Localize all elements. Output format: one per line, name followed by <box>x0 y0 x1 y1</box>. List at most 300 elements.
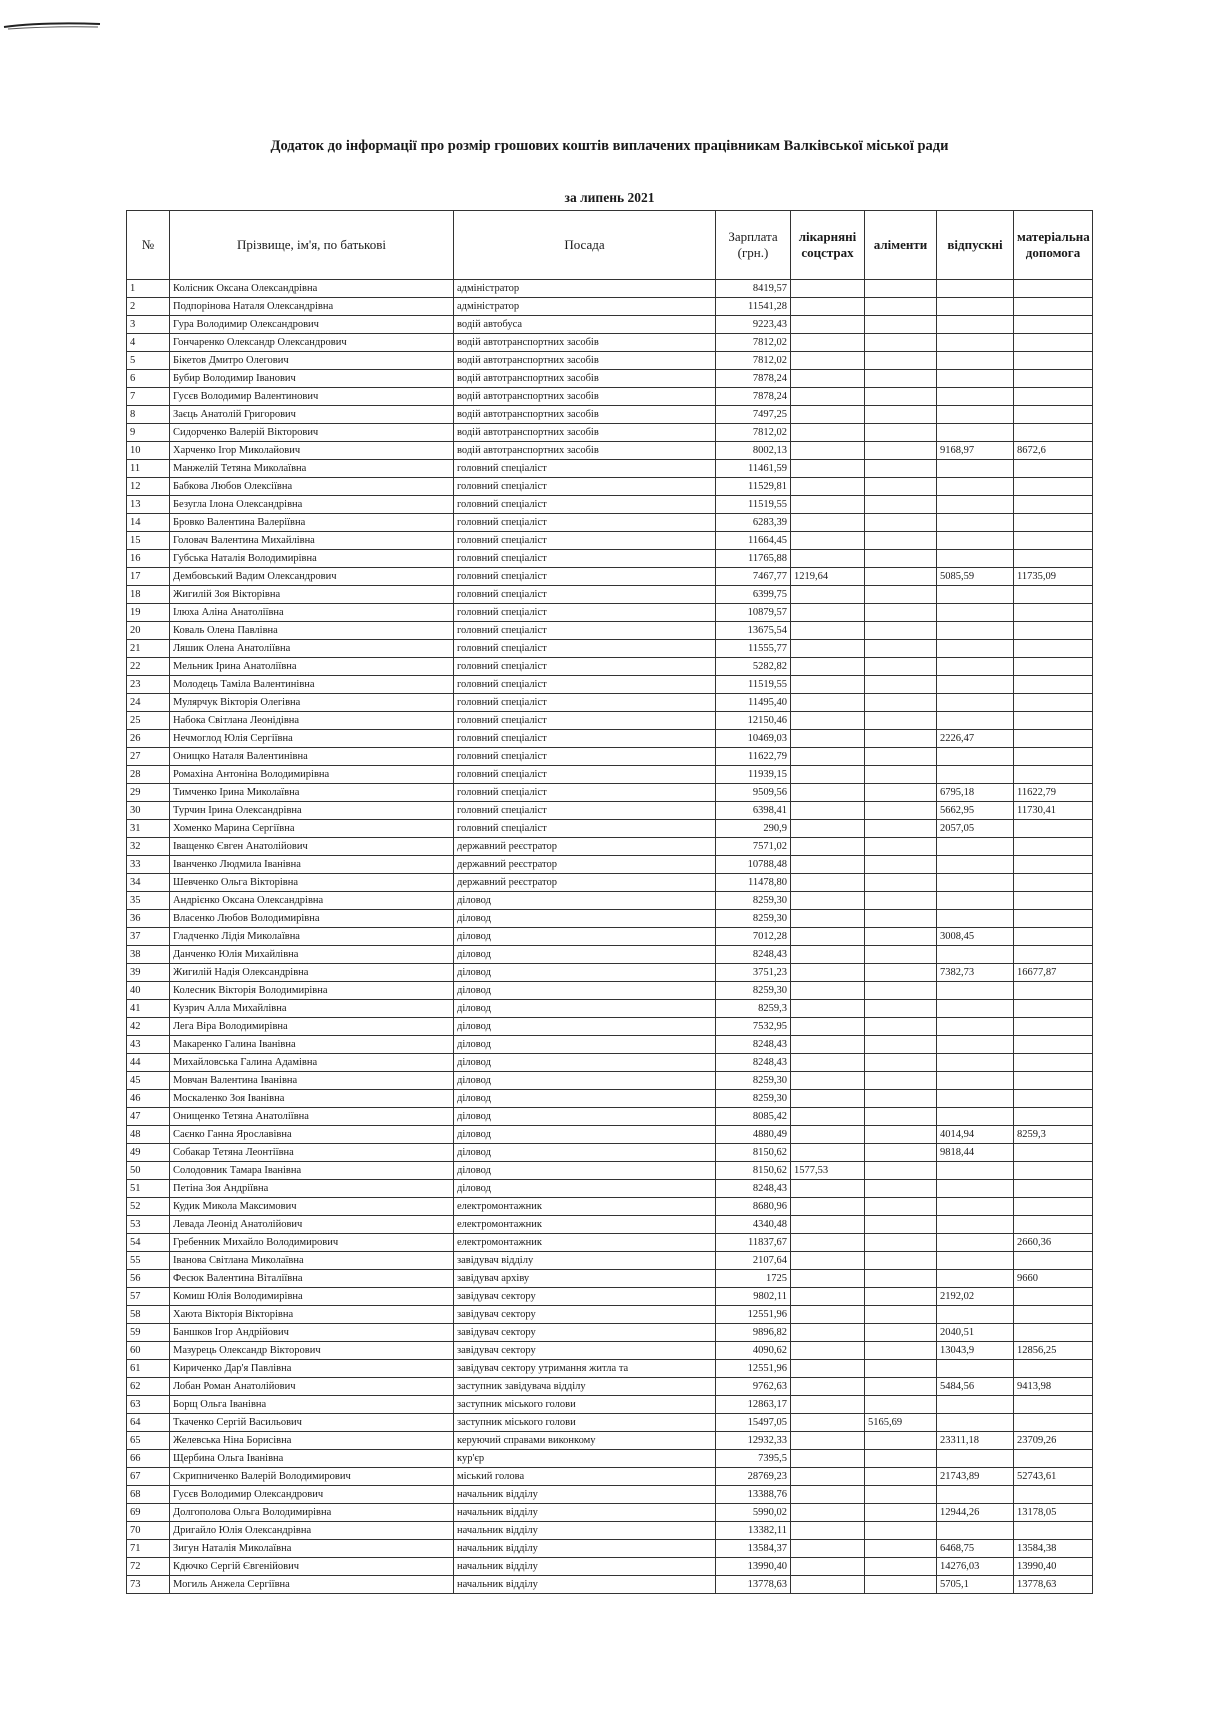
table-row <box>127 712 1093 730</box>
vacation-value <box>937 982 1014 1000</box>
employee-position: заступник завідувача відділу <box>454 1378 716 1396</box>
table-row <box>127 694 1093 712</box>
table-row <box>127 1018 1093 1036</box>
vacation-value <box>937 694 1014 712</box>
employee-name: Тимченко Ірина Миколаївна <box>170 784 454 802</box>
header-salary: Зарплата (грн.) <box>716 211 791 280</box>
sick-leave-value <box>791 820 865 838</box>
table-row <box>127 388 1093 406</box>
sick-leave-value <box>791 1216 865 1234</box>
table-row <box>127 892 1093 910</box>
salary-value: 7812,02 <box>716 334 791 352</box>
alimony-value <box>865 1072 937 1090</box>
salary-value: 8419,57 <box>716 280 791 298</box>
sick-leave-value <box>791 316 865 334</box>
row-number: 65 <box>127 1432 170 1450</box>
material-aid-value: 23709,26 <box>1014 1432 1093 1450</box>
salary-value: 7812,02 <box>716 424 791 442</box>
vacation-value <box>937 1054 1014 1072</box>
salary-value: 12150,46 <box>716 712 791 730</box>
salary-value: 4340,48 <box>716 1216 791 1234</box>
salary-value: 7497,25 <box>716 406 791 424</box>
row-number: 44 <box>127 1054 170 1072</box>
sick-leave-value <box>791 622 865 640</box>
sick-leave-value <box>791 1522 865 1540</box>
material-aid-value: 11730,41 <box>1014 802 1093 820</box>
material-aid-value <box>1014 1396 1093 1414</box>
sick-leave-value <box>791 442 865 460</box>
employee-position: головний спеціаліст <box>454 568 716 586</box>
employee-position: діловод <box>454 1126 716 1144</box>
alimony-value <box>865 406 937 424</box>
row-number: 5 <box>127 352 170 370</box>
sick-leave-value <box>791 1468 865 1486</box>
alimony-value <box>865 604 937 622</box>
alimony-value <box>865 334 937 352</box>
employee-position: завідувач сектору утримання житла та <box>454 1360 716 1378</box>
employee-position: начальник відділу <box>454 1558 716 1576</box>
row-number: 70 <box>127 1522 170 1540</box>
material-aid-value: 9660 <box>1014 1270 1093 1288</box>
table-row <box>127 280 1093 298</box>
vacation-value <box>937 1486 1014 1504</box>
row-number: 57 <box>127 1288 170 1306</box>
employee-name: Петіна Зоя Андріївна <box>170 1180 454 1198</box>
table-row <box>127 352 1093 370</box>
material-aid-value <box>1014 910 1093 928</box>
alimony-value <box>865 784 937 802</box>
vacation-value: 5662,95 <box>937 802 1014 820</box>
employee-name: Колесник Вікторія Володимирівна <box>170 982 454 1000</box>
employee-position: головний спеціаліст <box>454 496 716 514</box>
payments-table <box>126 210 1093 1594</box>
table-row <box>127 1216 1093 1234</box>
sick-leave-value <box>791 1234 865 1252</box>
salary-value: 12932,33 <box>716 1432 791 1450</box>
employee-name: Безугла Ілона Олександрівна <box>170 496 454 514</box>
employee-name: Мовчан Валентина Іванівна <box>170 1072 454 1090</box>
header-material-aid: матеріальна допомога <box>1014 211 1093 280</box>
vacation-value: 4014,94 <box>937 1126 1014 1144</box>
vacation-value <box>937 910 1014 928</box>
material-aid-value <box>1014 604 1093 622</box>
sick-leave-value <box>791 1540 865 1558</box>
salary-value: 11519,55 <box>716 676 791 694</box>
table-row <box>127 1360 1093 1378</box>
row-number: 6 <box>127 370 170 388</box>
alimony-value <box>865 1126 937 1144</box>
employee-name: Солодовник Тамара Іванівна <box>170 1162 454 1180</box>
row-number: 7 <box>127 388 170 406</box>
alimony-value <box>865 388 937 406</box>
salary-value: 11939,15 <box>716 766 791 784</box>
row-number: 41 <box>127 1000 170 1018</box>
material-aid-value <box>1014 712 1093 730</box>
sick-leave-value <box>791 604 865 622</box>
material-aid-value <box>1014 748 1093 766</box>
vacation-value <box>937 874 1014 892</box>
table-row <box>127 1486 1093 1504</box>
vacation-value <box>937 514 1014 532</box>
salary-value: 7878,24 <box>716 388 791 406</box>
row-number: 68 <box>127 1486 170 1504</box>
table-row <box>127 1072 1093 1090</box>
material-aid-value <box>1014 1450 1093 1468</box>
alimony-value <box>865 1432 937 1450</box>
alimony-value <box>865 1198 937 1216</box>
material-aid-value <box>1014 1180 1093 1198</box>
salary-value: 11478,80 <box>716 874 791 892</box>
employee-name: Саєнко Ганна Ярославівна <box>170 1126 454 1144</box>
sick-leave-value <box>791 1414 865 1432</box>
row-number: 71 <box>127 1540 170 1558</box>
table-row <box>127 1252 1093 1270</box>
employee-position: водій автотранспортних засобів <box>454 406 716 424</box>
alimony-value <box>865 1108 937 1126</box>
employee-name: Фесюк Валентина Віталіївна <box>170 1270 454 1288</box>
material-aid-value <box>1014 406 1093 424</box>
employee-position: головний спеціаліст <box>454 550 716 568</box>
vacation-value: 5085,59 <box>937 568 1014 586</box>
employee-name: Губська Наталія Володимирівна <box>170 550 454 568</box>
material-aid-value <box>1014 730 1093 748</box>
material-aid-value <box>1014 514 1093 532</box>
salary-value: 8002,13 <box>716 442 791 460</box>
sick-leave-value <box>791 784 865 802</box>
salary-value: 8680,96 <box>716 1198 791 1216</box>
alimony-value <box>865 1342 937 1360</box>
alimony-value <box>865 1270 937 1288</box>
alimony-value <box>865 478 937 496</box>
alimony-value <box>865 442 937 460</box>
table-row <box>127 838 1093 856</box>
employee-position: начальник відділу <box>454 1540 716 1558</box>
sick-leave-value <box>791 946 865 964</box>
salary-value: 8248,43 <box>716 1054 791 1072</box>
alimony-value <box>865 1468 937 1486</box>
row-number: 59 <box>127 1324 170 1342</box>
employee-name: Борщ Ольга Іванівна <box>170 1396 454 1414</box>
material-aid-value: 8672,6 <box>1014 442 1093 460</box>
alimony-value <box>865 1396 937 1414</box>
vacation-value <box>937 712 1014 730</box>
salary-value: 7812,02 <box>716 352 791 370</box>
vacation-value <box>937 1090 1014 1108</box>
table-row <box>127 1432 1093 1450</box>
row-number: 2 <box>127 298 170 316</box>
employee-position: головний спеціаліст <box>454 766 716 784</box>
sick-leave-value: 1219,64 <box>791 568 865 586</box>
employee-position: водій автотранспортних засобів <box>454 370 716 388</box>
material-aid-value <box>1014 1216 1093 1234</box>
sick-leave-value <box>791 676 865 694</box>
employee-position: водій автотранспортних засобів <box>454 424 716 442</box>
row-number: 62 <box>127 1378 170 1396</box>
vacation-value <box>937 1360 1014 1378</box>
employee-position: електромонтажник <box>454 1198 716 1216</box>
table-row <box>127 1288 1093 1306</box>
row-number: 30 <box>127 802 170 820</box>
table-row <box>127 658 1093 676</box>
sick-leave-value <box>791 1108 865 1126</box>
employee-name: Москаленко Зоя Іванівна <box>170 1090 454 1108</box>
material-aid-value <box>1014 478 1093 496</box>
salary-value: 7532,95 <box>716 1018 791 1036</box>
material-aid-value: 11622,79 <box>1014 784 1093 802</box>
employee-position: головний спеціаліст <box>454 676 716 694</box>
material-aid-value: 11735,09 <box>1014 568 1093 586</box>
employee-name: Долгополова Ольга Володимирівна <box>170 1504 454 1522</box>
sick-leave-value <box>791 1180 865 1198</box>
vacation-value: 2057,05 <box>937 820 1014 838</box>
material-aid-value <box>1014 352 1093 370</box>
row-number: 33 <box>127 856 170 874</box>
employee-name: Зигун Наталія Миколаївна <box>170 1540 454 1558</box>
employee-name: Бровко Валентина Валеріївна <box>170 514 454 532</box>
employee-name: Онищко Наталя Валентинівна <box>170 748 454 766</box>
alimony-value <box>865 928 937 946</box>
alimony-value <box>865 820 937 838</box>
row-number: 46 <box>127 1090 170 1108</box>
vacation-value <box>937 838 1014 856</box>
alimony-value <box>865 1486 937 1504</box>
material-aid-value <box>1014 838 1093 856</box>
employee-name: Власенко Любов Володимирівна <box>170 910 454 928</box>
sick-leave-value <box>791 1360 865 1378</box>
alimony-value <box>865 892 937 910</box>
salary-value: 11529,81 <box>716 478 791 496</box>
scan-pen-mark <box>2 20 102 30</box>
row-number: 35 <box>127 892 170 910</box>
employee-position: головний спеціаліст <box>454 604 716 622</box>
material-aid-value <box>1014 820 1093 838</box>
employee-name: Мазурець Олександр Вікторович <box>170 1342 454 1360</box>
material-aid-value <box>1014 388 1093 406</box>
vacation-value: 9818,44 <box>937 1144 1014 1162</box>
employee-name: Харченко Ігор Миколайович <box>170 442 454 460</box>
employee-position: водій автотранспортних засобів <box>454 352 716 370</box>
employee-name: Гребенник Михайло Володимирович <box>170 1234 454 1252</box>
sick-leave-value <box>791 1432 865 1450</box>
vacation-value <box>937 316 1014 334</box>
vacation-value <box>937 1180 1014 1198</box>
sick-leave-value <box>791 1450 865 1468</box>
row-number: 28 <box>127 766 170 784</box>
table-header-row <box>127 211 1093 280</box>
row-number: 54 <box>127 1234 170 1252</box>
employee-name: Турчин Ірина Олександрівна <box>170 802 454 820</box>
employee-position: діловод <box>454 1018 716 1036</box>
material-aid-value <box>1014 1072 1093 1090</box>
table-row <box>127 1378 1093 1396</box>
sick-leave-value <box>791 550 865 568</box>
salary-value: 5990,02 <box>716 1504 791 1522</box>
material-aid-value <box>1014 370 1093 388</box>
sick-leave-value <box>791 1342 865 1360</box>
table-row <box>127 928 1093 946</box>
employee-name: Макаренко Галина Іванівна <box>170 1036 454 1054</box>
sick-leave-value <box>791 1288 865 1306</box>
alimony-value <box>865 748 937 766</box>
table-row <box>127 964 1093 982</box>
alimony-value <box>865 982 937 1000</box>
salary-value: 12863,17 <box>716 1396 791 1414</box>
row-number: 56 <box>127 1270 170 1288</box>
material-aid-value: 52743,61 <box>1014 1468 1093 1486</box>
salary-value: 13584,37 <box>716 1540 791 1558</box>
row-number: 8 <box>127 406 170 424</box>
sick-leave-value: 1577,53 <box>791 1162 865 1180</box>
salary-value: 8150,62 <box>716 1144 791 1162</box>
employee-position: головний спеціаліст <box>454 460 716 478</box>
salary-value: 8259,30 <box>716 892 791 910</box>
sick-leave-value <box>791 298 865 316</box>
row-number: 32 <box>127 838 170 856</box>
vacation-value <box>937 352 1014 370</box>
vacation-value <box>937 586 1014 604</box>
table-row <box>127 442 1093 460</box>
material-aid-value <box>1014 460 1093 478</box>
employee-position: діловод <box>454 928 716 946</box>
sick-leave-value <box>791 370 865 388</box>
employee-position: водій автотранспортних засобів <box>454 334 716 352</box>
employee-position: завідувач сектору <box>454 1342 716 1360</box>
vacation-value <box>937 1306 1014 1324</box>
employee-name: Іванченко Людмила Іванівна <box>170 856 454 874</box>
row-number: 49 <box>127 1144 170 1162</box>
table-row <box>127 1234 1093 1252</box>
salary-value: 1725 <box>716 1270 791 1288</box>
salary-value: 9762,63 <box>716 1378 791 1396</box>
employee-position: діловод <box>454 1000 716 1018</box>
salary-value: 9896,82 <box>716 1324 791 1342</box>
sick-leave-value <box>791 802 865 820</box>
employee-position: завідувач відділу <box>454 1252 716 1270</box>
material-aid-value <box>1014 892 1093 910</box>
sick-leave-value <box>791 514 865 532</box>
salary-value: 11555,77 <box>716 640 791 658</box>
table-row <box>127 946 1093 964</box>
row-number: 63 <box>127 1396 170 1414</box>
material-aid-value: 13990,40 <box>1014 1558 1093 1576</box>
row-number: 20 <box>127 622 170 640</box>
row-number: 37 <box>127 928 170 946</box>
salary-value: 6398,41 <box>716 802 791 820</box>
salary-value: 8248,43 <box>716 946 791 964</box>
vacation-value <box>937 478 1014 496</box>
sick-leave-value <box>791 532 865 550</box>
employee-position: міський голова <box>454 1468 716 1486</box>
material-aid-value <box>1014 1018 1093 1036</box>
employee-name: Шевченко Ольга Вікторівна <box>170 874 454 892</box>
vacation-value: 2192,02 <box>937 1288 1014 1306</box>
salary-value: 28769,23 <box>716 1468 791 1486</box>
vacation-value <box>937 424 1014 442</box>
employee-name: Ромахіна Антоніна Володимирівна <box>170 766 454 784</box>
salary-value: 8248,43 <box>716 1036 791 1054</box>
employee-name: Хоменко Марина Сергіївна <box>170 820 454 838</box>
salary-value: 8150,62 <box>716 1162 791 1180</box>
material-aid-value: 13178,05 <box>1014 1504 1093 1522</box>
table-row <box>127 1540 1093 1558</box>
table-row <box>127 676 1093 694</box>
employee-position: головний спеціаліст <box>454 712 716 730</box>
row-number: 19 <box>127 604 170 622</box>
sick-leave-value <box>791 334 865 352</box>
vacation-value: 14276,03 <box>937 1558 1014 1576</box>
sick-leave-value <box>791 928 865 946</box>
employee-name: Кдючко Сергій Євгенійович <box>170 1558 454 1576</box>
table-body <box>127 280 1093 1594</box>
table-row <box>127 316 1093 334</box>
row-number: 43 <box>127 1036 170 1054</box>
employee-position: діловод <box>454 1180 716 1198</box>
material-aid-value <box>1014 1288 1093 1306</box>
employee-position: керуючий справами виконкому <box>454 1432 716 1450</box>
employee-name: Ляшик Олена Анатоліївна <box>170 640 454 658</box>
vacation-value: 21743,89 <box>937 1468 1014 1486</box>
material-aid-value: 13584,38 <box>1014 1540 1093 1558</box>
sick-leave-value <box>791 838 865 856</box>
alimony-value <box>865 1162 937 1180</box>
salary-value: 9802,11 <box>716 1288 791 1306</box>
salary-value: 7395,5 <box>716 1450 791 1468</box>
employee-name: Гура Володимир Олександрович <box>170 316 454 334</box>
salary-value: 11622,79 <box>716 748 791 766</box>
table-row <box>127 1126 1093 1144</box>
salary-value: 4090,62 <box>716 1342 791 1360</box>
vacation-value <box>937 370 1014 388</box>
table-row <box>127 820 1093 838</box>
employee-position: діловод <box>454 892 716 910</box>
employee-name: Мулярчук Вікторія Олегівна <box>170 694 454 712</box>
salary-value: 10788,48 <box>716 856 791 874</box>
vacation-value: 3008,45 <box>937 928 1014 946</box>
sick-leave-value <box>791 1198 865 1216</box>
row-number: 38 <box>127 946 170 964</box>
alimony-value <box>865 514 937 532</box>
alimony-value <box>865 352 937 370</box>
vacation-value: 5705,1 <box>937 1576 1014 1594</box>
alimony-value <box>865 1054 937 1072</box>
material-aid-value <box>1014 1522 1093 1540</box>
alimony-value <box>865 1036 937 1054</box>
vacation-value <box>937 1162 1014 1180</box>
salary-value: 12551,96 <box>716 1306 791 1324</box>
alimony-value <box>865 1018 937 1036</box>
salary-value: 8259,30 <box>716 1072 791 1090</box>
material-aid-value <box>1014 1198 1093 1216</box>
material-aid-value <box>1014 586 1093 604</box>
employee-name: Жигилій Зоя Вікторівна <box>170 586 454 604</box>
vacation-value <box>937 604 1014 622</box>
row-number: 52 <box>127 1198 170 1216</box>
material-aid-value <box>1014 640 1093 658</box>
employee-position: начальник відділу <box>454 1486 716 1504</box>
vacation-value <box>937 1234 1014 1252</box>
employee-name: Лобан Роман Анатолійович <box>170 1378 454 1396</box>
table-row <box>127 1180 1093 1198</box>
alimony-value <box>865 298 937 316</box>
alimony-value <box>865 658 937 676</box>
sick-leave-value <box>791 388 865 406</box>
vacation-value <box>937 1036 1014 1054</box>
employee-name: Желевська Ніна Борисівна <box>170 1432 454 1450</box>
sick-leave-value <box>791 352 865 370</box>
material-aid-value <box>1014 532 1093 550</box>
row-number: 14 <box>127 514 170 532</box>
employee-name: Собакар Тетяна Леонтіївна <box>170 1144 454 1162</box>
